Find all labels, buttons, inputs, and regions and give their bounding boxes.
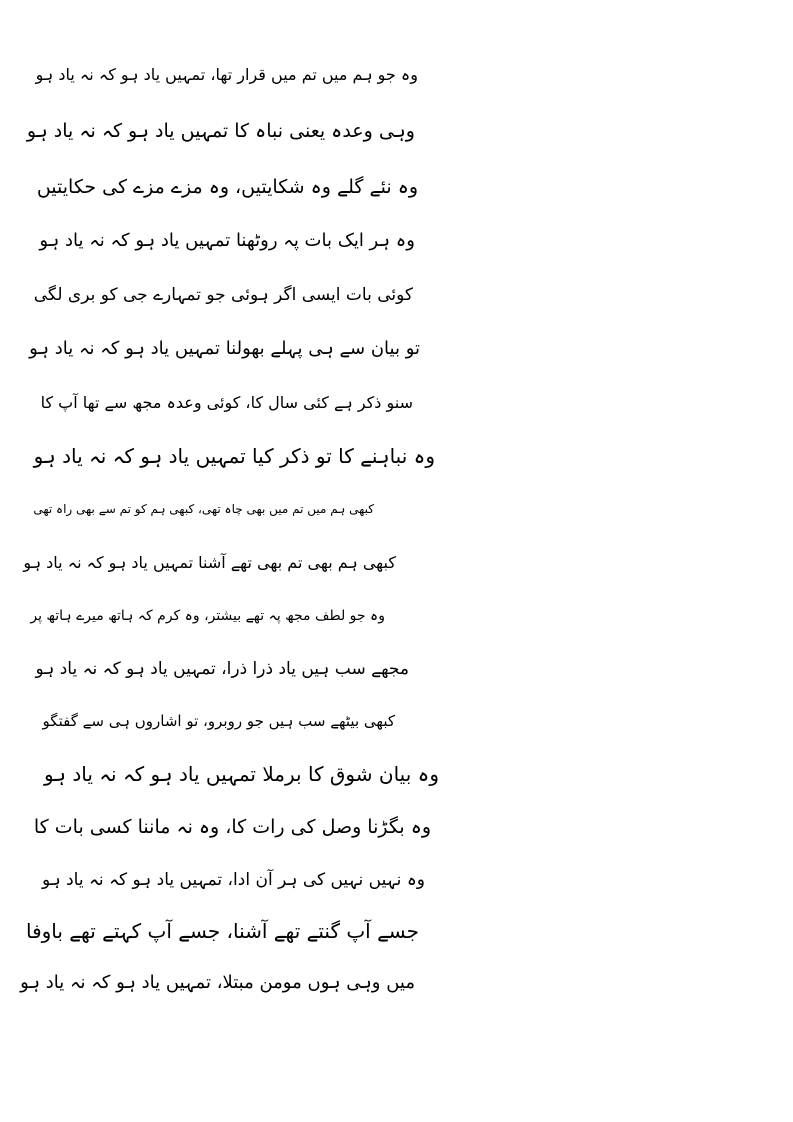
poem-line: وہی وعدہ یعنی نباہ کا تمہیں یاد ہو کہ نہ یاد ہو [26,120,415,142]
poem-line: کوئی بات ایسی اگر ہوئی جو تمہارے جی کو بری لگی [33,285,413,305]
poem-line: کبھی ہم بھی تم بھی تھے آشنا تمہیں یاد ہو کہ نہ یاد ہو [23,553,396,572]
poem-line: میں وہی ہوں مومن مبتلا، تمہیں یاد ہو کہ نہ یاد ہو [20,972,415,993]
poem-line: سنو ذکر ہے کئی سال کا، کوئی وعدہ مجھ سے تھا آپ کا [40,393,413,412]
poem-line: جسے آپ گنتے تھے آشنا، جسے آپ کہتے تھے باوفا [25,919,419,943]
poem-line: وہ جو ہم میں تم میں قرار تھا، تمہیں یاد ہو کہ نہ یاد ہو [35,65,418,84]
poem-line: وہ بگڑنا وصل کی رات کا، وہ نہ ماننا کسی بات کا [33,816,431,838]
poem-line: کبھی بیٹھے سب ہیں جو روبرو، تو اشاروں ہی سے گفتگو [42,712,395,730]
poem-line: وہ نباہنے کا تو ذکر کیا تمہیں یاد ہو کہ نہ یاد ہو [33,444,435,468]
poem-line: وہ نہیں نہیں کی ہر آن ادا، تمہیں یاد ہو کہ نہ یاد ہو [41,870,425,890]
poem-line: وہ ہر ایک بات پہ روٹھنا تمہیں یاد ہو کہ نہ یاد ہو [39,230,415,251]
poem-line: کبھی ہم میں تم میں بھی چاہ تھی، کبھی ہم کو تم سے بھی راہ تھی [33,502,374,516]
poem-line: مجھے سب ہیں یاد ذرا ذرا، تمہیں یاد ہو کہ نہ یاد ہو [35,659,409,679]
poem-line: وہ نئے گلے وہ شکایتیں، وہ مزے مزے کی حکایتیں [36,176,418,198]
poem-line: وہ بیان شوق کا برملا تمہیں یاد ہو کہ نہ یاد ہو [43,762,439,786]
poem-line: تو بیان سے ہی پہلے بھولنا تمہیں یاد ہو کہ نہ یاد ہو [29,338,420,359]
poem-line: وہ جو لطف مجھ پہ تھے بیشتر، وہ کرم کہ ہاتھ میرے ہاتھ پر [30,608,385,624]
